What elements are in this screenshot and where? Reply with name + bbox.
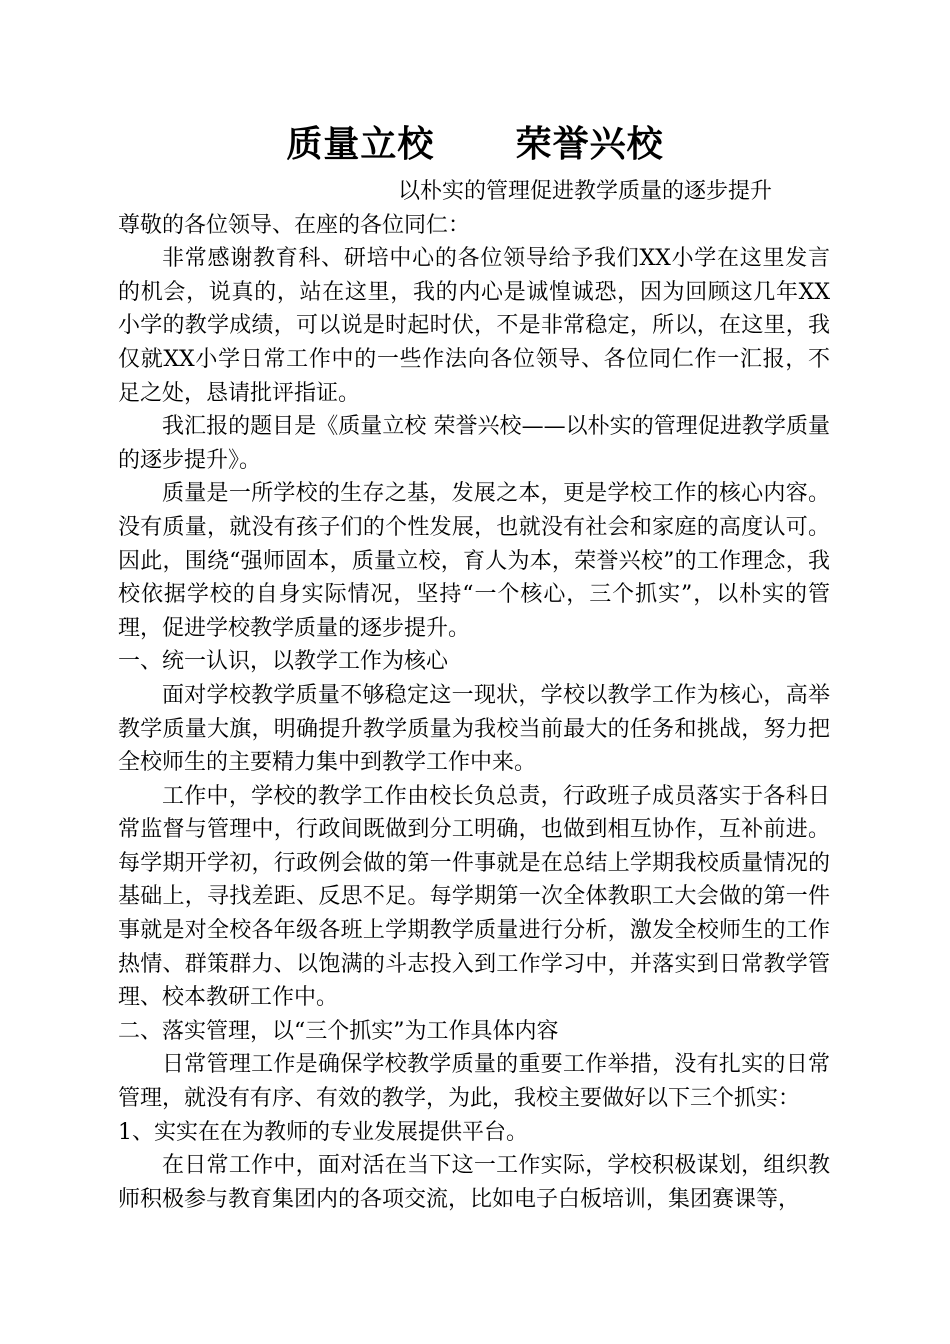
greeting: 尊敬的各位领导、在座的各位同仁： bbox=[118, 212, 471, 238]
document-subtitle: 以朴实的管理促进教学质量的逐步提升 bbox=[398, 179, 773, 204]
paragraph: 日常管理工作是确保学校教学质量的重要工作举措，没有扎实的日常管理，就没有有序、有效的教学，为此，我校主要做好以下三个抓实： bbox=[118, 1052, 830, 1112]
paragraph: 在日常工作中，面对活在当下这一工作实际，学校积极谋划，组织教师积极参与教育集团内的各项交流，比如电子白板培训，集团赛课等， bbox=[118, 1153, 830, 1212]
list-item-heading: 1、实实在在为教师的专业发展提供平台。 bbox=[118, 1119, 528, 1145]
paragraph: 质量是一所学校的生存之基，发展之本，更是学校工作的核心内容。没有质量，就没有孩子们的个性发展，也就没有社会和家庭的高度认可。因此，围绕“强师固本，质量立校，育人为本，荣誉兴校”的工作理念，我校依据学校的自身实际情况，坚持“一个核心，三个抓实”，以朴实的管理，促进学校教学质量的逐步提升。 bbox=[118, 481, 830, 641]
document-title: 质量立校 荣誉兴校 bbox=[286, 124, 664, 165]
section-heading: 二、落实管理，以“三个抓实”为工作具体内容 bbox=[118, 1018, 559, 1044]
document-body bbox=[118, 175, 830, 1216]
paragraph: 工作中，学校的教学工作由校长负总责，行政班子成员落实于各科日常监督与管理中，行政间既做到分工明确，也做到相互协作，互补前进。每学期开学初，行政例会做的第一件事就是在总结上学期我校质量情况的基础上，寻找差距、反思不足。每学期第一次全体教职工大会做的第一件事就是对全校各年级各班上学期教学质量进行分析，激发全校师生的工作热情、群策群力、以饱满的斗志投入到工作学习中，并落实到日常教学管理、校本教研工作中。 bbox=[118, 783, 830, 1011]
section-heading: 一、统一认识，以教学工作为核心 bbox=[118, 649, 449, 675]
paragraph: 非常感谢教育科、研培中心的各位领导给予我们XX小学在这里发言的机会，说真的，站在这里，我的内心是诚惶诚恐，因为回顾这几年XX小学的教学成绩，可以说是时起时伏，不是非常稳定，所以，在这里，我仅就XX小学日常工作中的一些作法向各位领导、各位同仁作一汇报，不足之处，恳请批评指证。 bbox=[118, 246, 830, 406]
paragraph: 我汇报的题目是《质量立校 荣誉兴校——以朴实的管理促进教学质量的逐步提升》。 bbox=[118, 414, 830, 473]
paragraph: 面对学校教学质量不够稳定这一现状，学校以教学工作为核心，高举教学质量大旗，明确提升教学质量为我校当前最大的任务和挑战，努力把全校师生的主要精力集中到教学工作中来。 bbox=[118, 682, 830, 776]
